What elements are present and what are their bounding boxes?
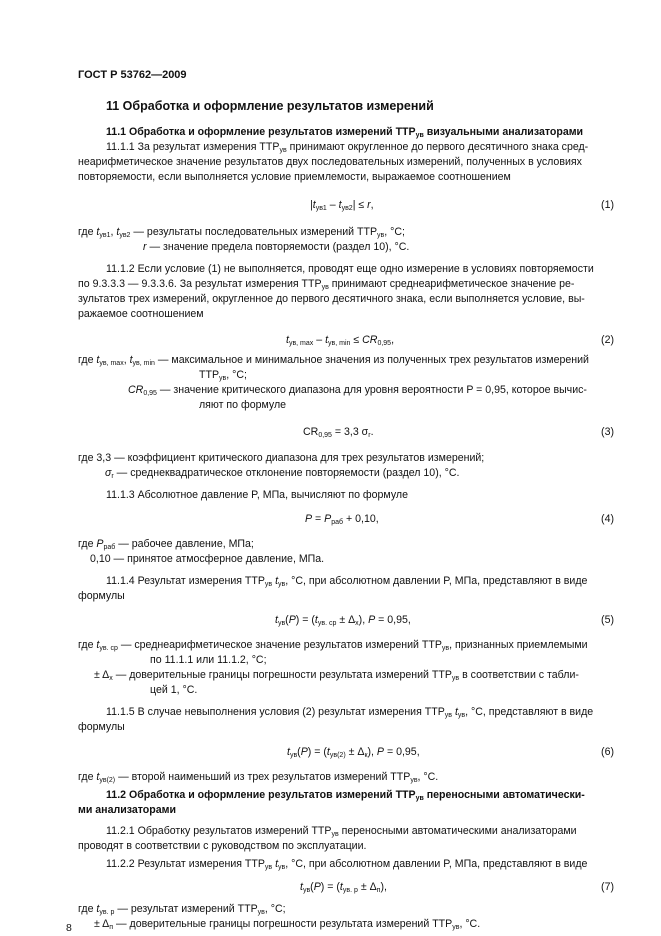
where-line: 0,10 — принятое атмосферное давление, МПа. — [90, 553, 325, 565]
where-line: где 3,3 — коэффициент критического диапазона для трех результатов измерений; — [78, 452, 485, 464]
paragraph-11-1-2-line: 11.1.2 Если условие (1) не выполняется, проводят еще одно измерение в условиях повторяемости — [106, 263, 594, 275]
where-line: где $t_{ув1}$, $t_{ув2}$ — результаты последовательных измерений $ТТР_{ув}$, °С; — [78, 226, 405, 239]
where-line: ляют по формуле — [199, 399, 287, 411]
paragraph-11-1-4-line: формулы — [78, 590, 125, 602]
subsection-11-2-title: ми анализаторами — [78, 804, 176, 816]
document-header: ГОСТ Р 53762—2009 — [78, 69, 187, 81]
where-line: где $P_{раб}$ — рабочее давление, МПа; — [78, 538, 254, 551]
where-line: ± $\Delta_х$ — доверительные границы погрешности результата измерений $ТТР_{ув}$ в соответствии с табли- — [94, 669, 579, 682]
equation-7-number: (7) — [601, 881, 614, 893]
equation-5-number: (5) — [601, 614, 614, 626]
where-line: r — значение предела повторяемости (раздел 10), °С. — [143, 241, 410, 253]
where-line: где $t_{ув. р}$ — результат измерений $ТТР_{ув}$, °С; — [78, 903, 286, 916]
equation-3: $CR_{0,95} = 3,3$ $\sigma_r$. — [303, 426, 374, 439]
paragraph-11-1-4-line: 11.1.4 Результат измерения $ТТР_{ув}$ $t_{ув}$, °С, при абсолютном давлении P, МПа, представляют в виде — [106, 575, 588, 588]
paragraph-11-2-2-line: 11.2.2 Результат измерения $ТТР_{ув}$ $t_{ув}$, °С, при абсолютном давлении P, МПа, представляют в виде — [106, 858, 588, 871]
equation-3-number: (3) — [601, 426, 614, 438]
equation-6-number: (6) — [601, 746, 614, 758]
page-number: 8 — [66, 922, 72, 934]
subsection-11-2-title: 11.2 Обработка и оформление результатов измерений $ТТР_{ув}$ переносными автоматически- — [106, 789, 585, 802]
equation-1-number: (1) — [601, 199, 614, 211]
where-line: $\sigma_r$ — среднеквадратическое отклонение повторяемости (раздел 10), °С. — [105, 467, 460, 480]
where-line: где $t_{ув, max}$, $t_{ув, min}$ — максимальное и минимальное значения из полученных трех результатов измерений — [78, 354, 589, 367]
paragraph-11-1-2-line: ражаемое соотношением — [78, 308, 204, 320]
equation-1: $|t_{ув1} - t_{ув2}| \le r$, — [310, 199, 374, 212]
where-line: где $t_{ув. ср}$ — среднеарифметическое значение результатов измерений $ТТР_{ув}$, признанных приемлемыми — [78, 639, 588, 652]
section-title: 11 Обработка и оформление результатов измерений — [106, 99, 434, 113]
paragraph-11-2-1-line: 11.2.1 Обработку результатов измерений $ТТР_{ув}$ переносными автоматическими анализаторами — [106, 825, 577, 838]
paragraph-11-1-1-line: повторяемости, если выполняется условие приемлемости, выражаемое соотношением — [78, 171, 511, 183]
equation-2-number: (2) — [601, 334, 614, 346]
paragraph-11-1-3: 11.1.3 Абсолютное давление P, МПа, вычисляют по формуле — [106, 489, 408, 501]
equation-6: $t_{ув}(P) = (t_{ув(2)} \pm \Delta_к)$, P = 0,95, — [287, 746, 420, 759]
subsection-11-1-title: 11.1 Обработка и оформление результатов измерений $ТТР_{ув}$ визуальными анализаторами — [106, 126, 584, 139]
paragraph-11-1-2-line: зультатов трех измерений, округленное до первого десятичного знака, если выполняется условие, вы- — [78, 293, 585, 305]
where-line: ± $\Delta_п$ — доверительные границы погрешности результата измерений $ТТР_{ув}$, °С. — [94, 918, 481, 931]
equation-4: $P = P_{раб} + 0,10$, — [305, 513, 379, 526]
paragraph-11-1-1-line: 11.1.1 За результат измерения $ТТР_{ув}$ принимают округленное до первого десятичного знака сред- — [106, 141, 589, 154]
paragraph-11-1-2-line: по 9.3.3.3 — 9.3.3.6. За результат измерения $ТТР_{ув}$ принимают среднеарифметическое значение ре- — [78, 278, 575, 291]
paragraph-11-1-5-line: формулы — [78, 721, 125, 733]
paragraph-11-1-5-line: 11.1.5 В случае невыполнения условия (2) результат измерения $ТТР_{ув}$ $t_{ув}$, °С, представляют в виде — [106, 706, 594, 719]
where-line: цей 1, °С. — [150, 684, 198, 696]
where-line: по 11.1.1 или 11.1.2, °С; — [150, 654, 267, 666]
paragraph-11-1-1-line: неарифметическое значение результатов двух последовательных измерений, полученных в условиях — [78, 156, 582, 168]
paragraph-11-2-1-line: проводят в соответствии с руководством по эксплуатации. — [78, 840, 367, 852]
where-line: $CR_{0,95}$ — значение критического диапазона для уровня вероятности P = 0,95, которое вычис- — [128, 384, 587, 397]
equation-7: $t_{ув}(P) = (t_{ув. р} \pm \Delta_п)$, — [300, 881, 387, 894]
where-line: где $t_{ув(2)}$ — второй наименьший из трех результатов измерений $ТТР_{ув}$, °С. — [78, 771, 439, 784]
equation-4-number: (4) — [601, 513, 614, 525]
where-line: $ТТР_{ув}$, °С; — [199, 369, 247, 382]
equation-5: $t_{ув}(P) = (t_{ув. ср} \pm \Delta_х)$, P = 0,95, — [275, 614, 411, 627]
equation-2: $t_{ув, max} - t_{ув, min} \le CR_{0,95}$, — [286, 334, 395, 347]
